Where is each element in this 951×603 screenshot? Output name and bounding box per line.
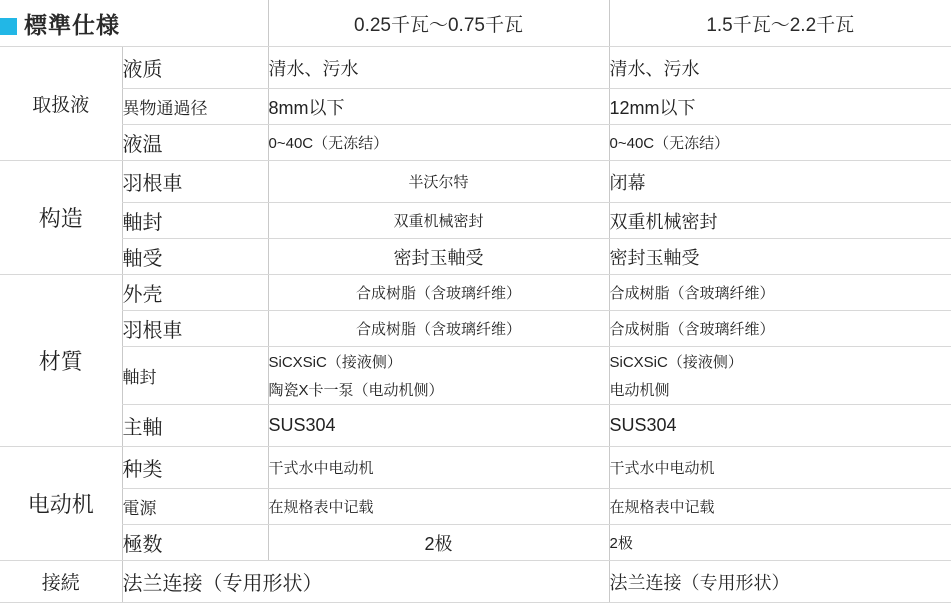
item-label: 主軸 <box>122 405 268 447</box>
value-col2: 清水、污水 <box>609 47 951 89</box>
value-col2: 12mm以下 <box>609 89 951 125</box>
value-col2: 0~40C（无冻结） <box>609 125 951 161</box>
value-col2: 2极 <box>609 525 951 561</box>
group-label-connection: 接続 <box>0 561 122 603</box>
item-label: 液质 <box>122 47 268 89</box>
value-col1: 2极 <box>268 525 609 561</box>
table-row <box>0 161 951 203</box>
item-label: 羽根車 <box>122 161 268 203</box>
value-col2: 合成树脂（含玻璃纤维） <box>609 275 951 311</box>
table-row <box>0 561 951 603</box>
item-label: 電源 <box>122 489 268 525</box>
value-col2: SUS304 <box>609 405 951 447</box>
item-label: 異物通過径 <box>122 89 268 125</box>
table-row <box>0 405 951 447</box>
value-col1: SUS304 <box>268 405 609 447</box>
value-col1: 在规格表中记载 <box>268 489 609 525</box>
item-label: 軸受 <box>122 239 268 275</box>
value-col1: 8mm以下 <box>268 89 609 125</box>
column-header-power-range-1: 0.25千瓦〜0.75千瓦 <box>268 0 609 47</box>
table-row <box>0 489 951 525</box>
value-col2: 法兰连接（专用形状） <box>609 561 951 603</box>
value-col1-line2: 陶瓷X卡一泵（电动机侧） <box>269 379 609 400</box>
table-row <box>0 47 951 89</box>
group-label-material: 材質 <box>0 275 122 447</box>
item-label: 种类 <box>122 447 268 489</box>
value-col2-line1: SiCXSiC（接液侧） <box>610 354 743 371</box>
table-row <box>0 447 951 489</box>
group-label-liquid: 取扱液 <box>0 47 122 161</box>
value-col2: 双重机械密封 <box>609 203 951 239</box>
square-bullet-icon <box>0 18 17 35</box>
value-col1: 干式水中电动机 <box>268 447 609 489</box>
table-row <box>0 275 951 311</box>
table-row <box>0 203 951 239</box>
value-col2: 合成树脂（含玻璃纤维） <box>609 311 951 347</box>
item-label: 軸封 <box>122 347 268 405</box>
value-col1: 合成树脂（含玻璃纤维） <box>268 275 609 311</box>
value-col1: 半沃尔特 <box>268 161 609 203</box>
group-label-motor: 电动机 <box>0 447 122 561</box>
group-label-construction: 构造 <box>0 161 122 275</box>
value-col1: 合成树脂（含玻璃纤维） <box>268 311 609 347</box>
value-col1-line1: SiCXSiC（接液侧） <box>269 354 402 371</box>
item-label: 軸封 <box>122 203 268 239</box>
value-col1: 密封玉軸受 <box>268 239 609 275</box>
item-label: 外壳 <box>122 275 268 311</box>
table-row <box>0 125 951 161</box>
column-header-power-range-2: 1.5千瓦〜2.2千瓦 <box>609 0 951 47</box>
table-row <box>0 347 951 405</box>
table-row <box>0 239 951 275</box>
value-col1: 法兰连接（专用形状） <box>122 561 609 603</box>
value-col2: 密封玉軸受 <box>609 239 951 275</box>
value-col1 <box>268 347 609 405</box>
value-col2 <box>609 347 951 405</box>
table-title-cell <box>0 0 268 47</box>
value-col1: 0~40C（无冻结） <box>268 125 609 161</box>
value-col2-line2: 电动机侧 <box>610 379 951 400</box>
item-label: 羽根車 <box>122 311 268 347</box>
value-col1: 双重机械密封 <box>268 203 609 239</box>
page-title: 標準仕様 <box>24 12 120 38</box>
value-col1: 清水、污水 <box>268 47 609 89</box>
table-row <box>0 525 951 561</box>
value-col2: 在规格表中记载 <box>609 489 951 525</box>
table-header-row <box>0 0 951 47</box>
item-label: 極数 <box>122 525 268 561</box>
value-col2: 干式水中电动机 <box>609 447 951 489</box>
table-row <box>0 311 951 347</box>
table-row <box>0 89 951 125</box>
item-label: 液温 <box>122 125 268 161</box>
value-col2: 闭幕 <box>609 161 951 203</box>
